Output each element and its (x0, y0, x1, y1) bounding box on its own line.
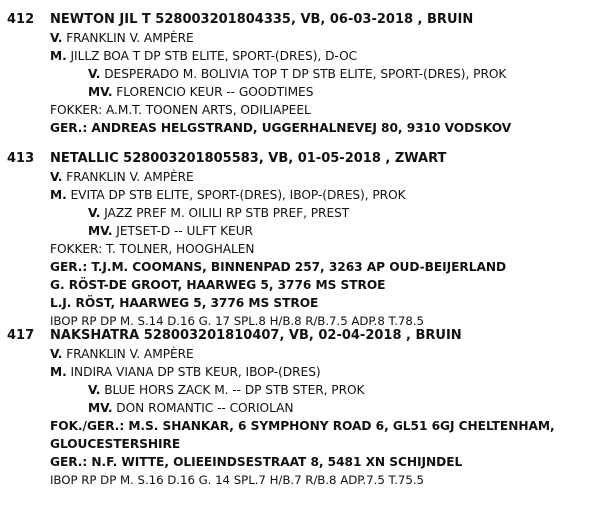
sire-line: V. FRANKLIN V. AMPÈRE (50, 347, 194, 361)
owner-line: GER.: ANDREAS HELGSTRAND, UGGERHALNEVEJ 80, 9310 VODSKOV (50, 121, 512, 135)
dam-dam-sire-line: MV. JETSET-D -- ULFT KEUR (88, 224, 253, 238)
breeder-line: FOKKER: A.M.T. TOONEN ARTS, ODILIAPEEL (50, 103, 311, 117)
owner-line: GLOUCESTERSHIRE (50, 437, 181, 451)
dam-line: M. JILLZ BOA T DP STB ELITE, SPORT-(DRES), D-OC (50, 49, 358, 63)
owner-line: GER.: N.F. WITTE, OLIEEINDSESTRAAT 8, 5481 XN SCHIJNDEL (50, 455, 463, 469)
dam-line: M. EVITA DP STB ELITE, SPORT-(DRES), IBOP-(DRES), PROK (50, 188, 406, 202)
dam-dam-sire-line: MV. FLORENCIO KEUR -- GOODTIMES (88, 85, 314, 99)
dam-sire-line: V. DESPERADO M. BOLIVIA TOP T DP STB ELITE, SPORT-(DRES), PROK (88, 67, 507, 81)
entry-number: 417 (7, 328, 35, 343)
entry-number: 412 (7, 12, 35, 27)
owner-line: FOK./GER.: M.S. SHANKAR, 6 SYMPHONY ROAD 6, GL51 6GJ CHELTENHAM, (50, 419, 555, 433)
entry-header: NAKSHATRA 528003201810407, VB, 02-04-2018 , BRUIN (50, 328, 462, 343)
dam-sire-line: V. BLUE HORS ZACK M. -- DP STB STER, PROK (88, 383, 365, 397)
owner-line: G. RÖST-DE GROOT, HAARWEG 5, 3776 MS STROE (50, 278, 386, 292)
entry-number: 413 (7, 151, 35, 166)
owner-line: L.J. RÖST, HAARWEG 5, 3776 MS STROE (50, 296, 319, 310)
dam-dam-sire-line: MV. DON ROMANTIC -- CORIOLAN (88, 401, 294, 415)
dam-sire-line: V. JAZZ PREF M. OILILI RP STB PREF, PREST (88, 206, 350, 220)
sire-line: V. FRANKLIN V. AMPÈRE (50, 31, 194, 45)
scores-line: IBOP RP DP M. S.14 D.16 G. 17 SPL.8 H/B.8 R/B.7.5 ADP.8 T.78.5 (50, 314, 425, 328)
owner-line: GER.: T.J.M. COOMANS, BINNENPAD 257, 3263 AP OUD-BEIJERLAND (50, 260, 507, 274)
dam-line: M. INDIRA VIANA DP STB KEUR, IBOP-(DRES) (50, 365, 321, 379)
scores-line: IBOP RP DP M. S.16 D.16 G. 14 SPL.7 H/B.7 R/B.8 ADP.7.5 T.75.5 (50, 473, 425, 487)
entry-header: NETALLIC 528003201805583, VB, 01-05-2018 , ZWART (50, 151, 447, 166)
breeder-line: FOKKER: T. TOLNER, HOOGHALEN (50, 242, 255, 256)
entry-header: NEWTON JIL T 528003201804335, VB, 06-03-2018 , BRUIN (50, 12, 474, 27)
sire-line: V. FRANKLIN V. AMPÈRE (50, 170, 194, 184)
